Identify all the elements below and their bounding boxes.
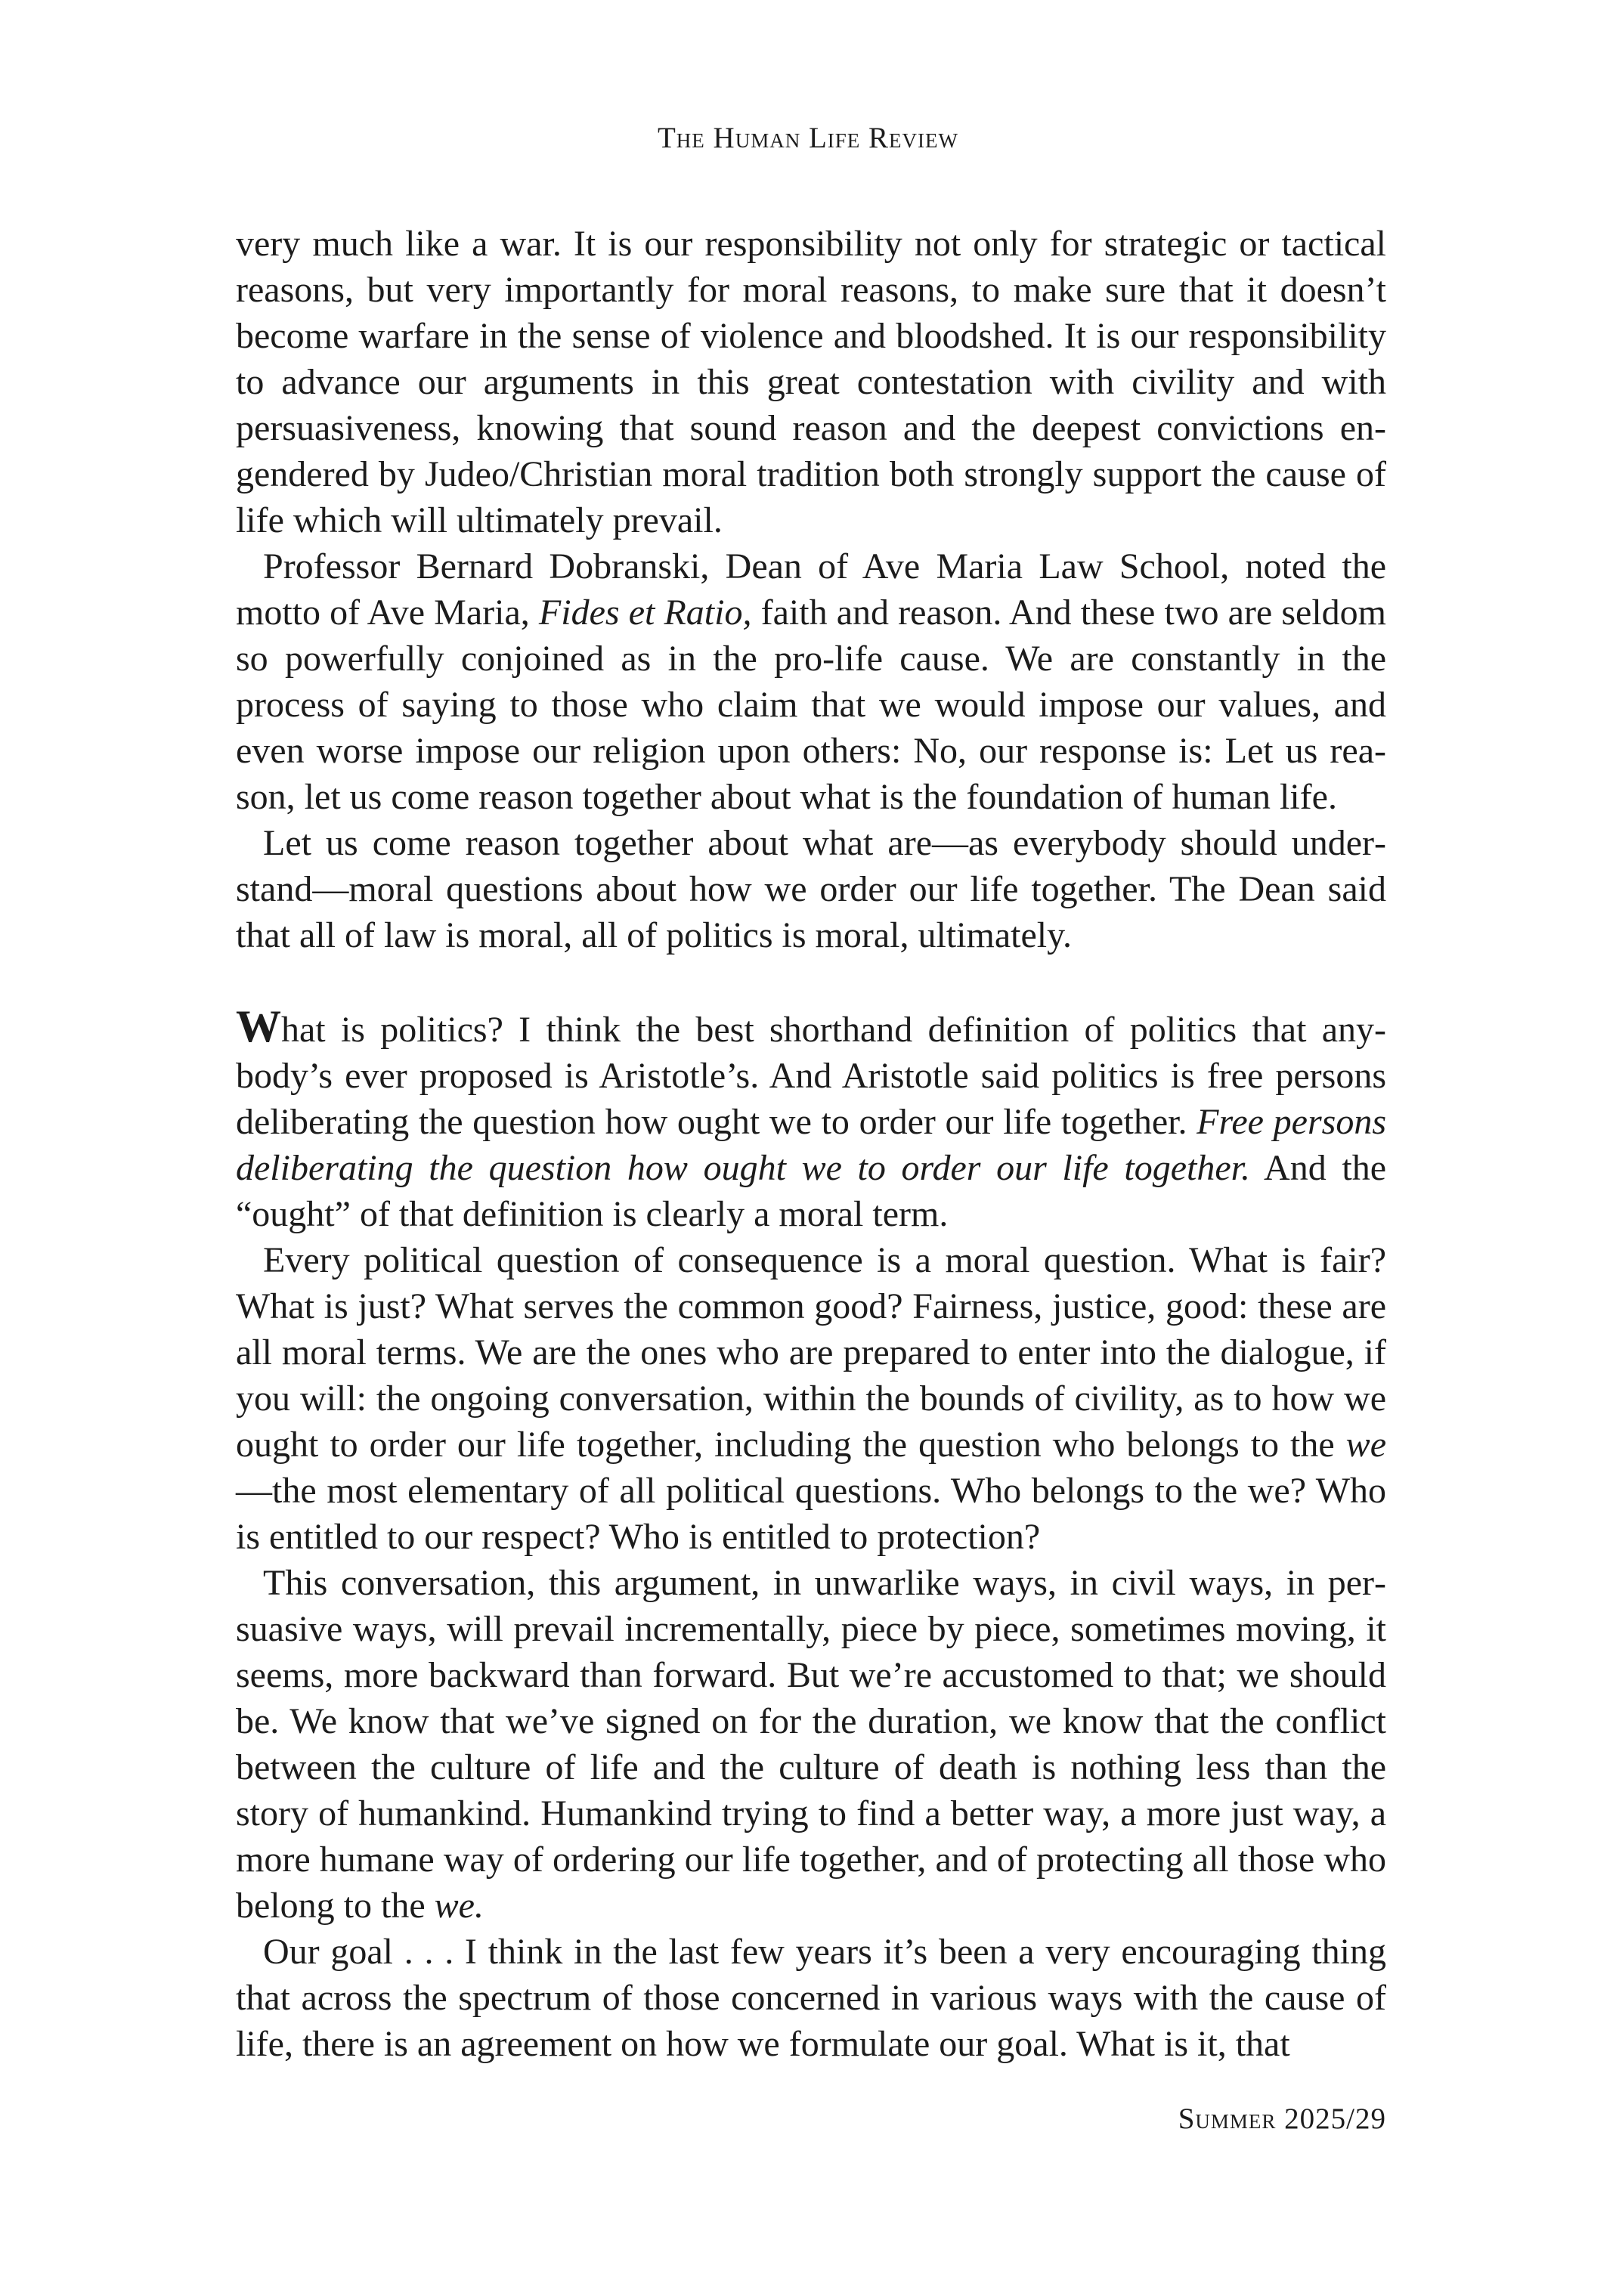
paragraph-4-text-a: hat is politics? I think the best shorthand definition of politics that anybody’s ever proposed is Aristotle’s. And Aristotle said politics is free persons deliberating the question how ought we to order our life together.: [236, 1010, 1386, 1142]
paragraph-6-text-a: This conversation, this argument, in unwarlike ways, in civil ways, in persuasive ways, will prevail incrementally, piece by piece, sometimes moving, it seems, more backward than forward. But we’re accustomed to that; we should be. We know that we’ve signed on for the duration, we know that the conflict between the culture of life and the culture of death is nothing less than the story of humankind. Humankind trying to find a better way, a more just way, a more humane way of ordering our life together, and of protecting all those who belong to the: [236, 1563, 1386, 1926]
paragraph-4: [236, 1001, 1387, 1237]
paragraph-1: very much like a war. It is our responsibility not only for strategic or tactical reasons, but very importantly for moral reasons, to make sure that it doesn’t become warfare in the sense of violence and bloodshed. It is our responsibility to advance our arguments in this great contestation with civility and with persuasiveness, knowing that sound reason and the deepest convictions engendered by Judeo/Christian moral tradition both strongly support the cause of life which will ultimately prevail.: [236, 224, 1386, 540]
article-body: [236, 221, 1386, 2067]
paragraph-5-italic: we: [1345, 1425, 1386, 1465]
paragraph-5-text-a: Every political question of consequence is a moral question. What is fair? What is just? What serves the common good? Fairness, justice, good: these are all moral terms. We are the ones who are prepared to enter into the dialogue, if you will: the ongoing conversation, within the bounds of civility, as to how we ought to order our life together, including the question who belongs to the: [236, 1240, 1386, 1465]
paragraph-4-italic: Free persons deliberating the question how ought we to order our life together.: [236, 1102, 1387, 1188]
paragraph-6-italic: we.: [434, 1886, 484, 1926]
running-head: The Human Life Review: [657, 122, 959, 154]
paragraph-2-text-a: Professor Bernard Dobranski, Dean of Ave Maria Law School, noted the motto of Ave Maria,: [236, 546, 1386, 633]
paragraph-6: [236, 1560, 1386, 1929]
paragraph-4-text-b: And the “ought” of that definition is clearly a moral term.: [236, 1148, 1387, 1234]
paragraph-2: [236, 543, 1386, 820]
paragraph-7: Our goal . . . I think in the last few years it’s been a very encouraging thing that across the spectrum of those concerned in various ways with the cause of life, there is an agreement on how we formulate our goal. What is it, that: [236, 1932, 1386, 2064]
drop-cap: W: [236, 1001, 281, 1051]
paragraph-5-text-b: —the most elementary of all political questions. Who belongs to the we? Who is entitled to our respect? Who is entitled to protection?: [236, 1471, 1386, 1557]
paragraph-5: [236, 1237, 1386, 1560]
paragraph-2-italic: Fides et Ratio,: [538, 593, 752, 633]
page-folio: Summer 2025/29: [1178, 2103, 1386, 2135]
paragraph-2-text-b: faith and reason. And these two are seldom so powerfully conjoined as in the pro-life cause. We are constantly in the process of saying to those who claim that we would impose our values, and even worse impose our religion upon others: No, our response is: Let us reason, let us come reason together about what is the foundation of human life.: [236, 593, 1387, 817]
paragraph-3: Let us come reason together about what are—as everybody should understand—moral questions about how we order our life together. The Dean said that all of law is moral, all of politics is moral, ultimately.: [236, 823, 1386, 955]
